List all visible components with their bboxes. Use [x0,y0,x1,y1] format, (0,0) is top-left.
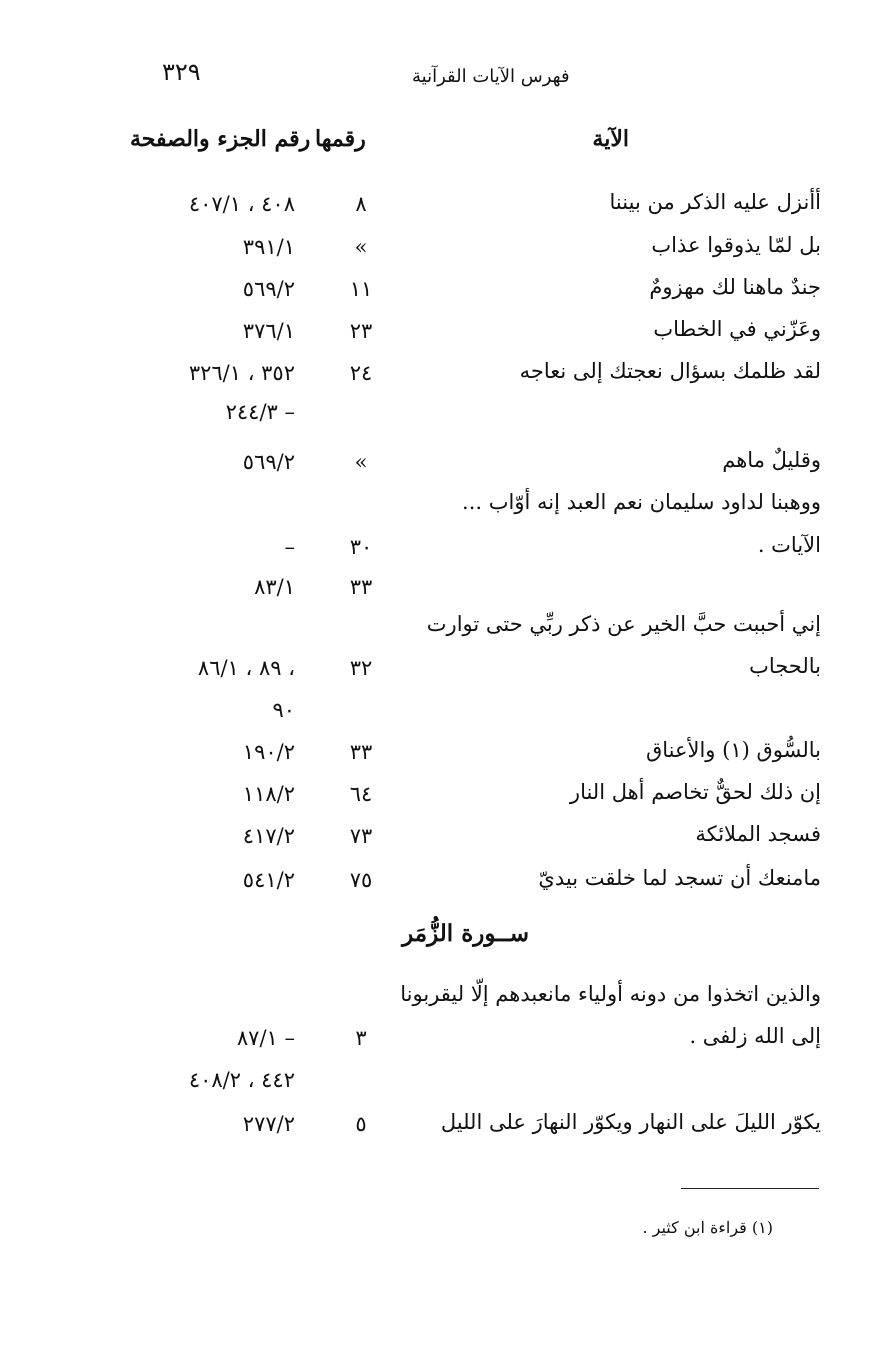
verse-number: ٢٤ [349,361,373,385]
volume-page-reference: ٥٤١/٢ [242,868,295,892]
volume-page-reference: ٤١٧/٢ [242,824,295,848]
table-row [0,738,885,774]
verse-text: والذين اتخذوا من دونه أولياء مانعبدهم إلّا ليقربونا [400,982,821,1006]
table-row [0,573,885,609]
column-header-reference: رقم الجزء والصفحة [130,126,311,152]
verse-number: ٥ [355,1112,367,1136]
table-row [0,822,885,858]
volume-page-reference: ٤٤٢ ، ٤٠٨/٢ [188,1068,295,1092]
table-row [0,780,885,816]
table-row [0,696,885,732]
volume-page-reference: ٣٥٢ ، ٣٢٦/١ [188,361,295,385]
table-row [0,233,885,269]
table-row [0,654,885,690]
volume-page-reference: – ٢٤٤/٣ [225,400,295,424]
volume-page-reference: ٩٠ [272,698,295,722]
table-row [0,1024,885,1060]
volume-page-reference: – [284,535,295,559]
verse-text: وقليلٌ ماهم [722,448,821,472]
verse-number: ٣٣ [349,575,373,599]
verse-text: بالحجاب [749,654,821,678]
verse-text: مامنعك أن تسجد لما خلقت بيديّ [538,866,821,890]
verse-number: ٣٣ [349,740,373,764]
surah-title: ســورة الزُّمَر [402,920,529,947]
verse-number: » [354,450,368,474]
verse-number: ٢٣ [349,319,373,343]
table-row [0,359,885,395]
volume-page-reference: ١٩٠/٢ [242,740,295,764]
volume-page-reference: ١١٨/٢ [242,782,295,806]
table-row [0,448,885,484]
verse-text: بالسُّوق (١) والأعناق [645,738,821,762]
verse-number: ١١ [349,277,373,301]
verse-number: ٣ [355,1026,367,1050]
volume-page-reference: ٨٣/١ [254,575,295,599]
volume-page-reference: ٢٧٧/٢ [242,1112,295,1136]
table-row [0,612,885,648]
verse-number: » [354,235,368,259]
table-row [0,982,885,1018]
running-title: فهرس الآيات القرآنية [412,66,570,87]
verse-text: لقد ظلمك بسؤال نعجتك إلى نعاجه [519,359,821,383]
table-row [0,490,885,526]
table-row [0,190,885,226]
verse-text: إني أحببت حبَّ الخير عن ذكر ربِّي حتى توارت [426,612,821,636]
volume-page-reference: ، ٨٩ ، ٨٦/١ [197,656,295,680]
table-row [0,317,885,353]
volume-page-reference: ٥٦٩/٢ [242,450,295,474]
verse-text: جندٌ ماهنا لك مهزومٌ [649,275,821,299]
verse-text: فسجد الملائكة [695,822,821,846]
footnote: (١) قراءة ابن كثير . [642,1218,773,1237]
page-number: ٣٢٩ [162,58,201,86]
verse-text: إلى الله زلفى . [689,1024,821,1048]
volume-page-reference: – ٨٧/١ [236,1026,295,1050]
verse-text: ووهبنا لداود سليمان نعم العبد إنه أوّاب ... [462,490,821,514]
volume-page-reference: ٤٠٨ ، ٤٠٧/١ [188,192,295,216]
table-row [0,533,885,569]
verse-number: ٦٤ [349,782,373,806]
verse-number: ٧٥ [349,868,373,892]
table-row [0,866,885,902]
verse-text: إن ذلك لحقٌّ تخاصم أهل النار [569,780,821,804]
verse-number: ٣٢ [349,656,373,680]
volume-page-reference: ٣٩١/١ [242,235,295,259]
column-header-number: رقمها [315,126,366,152]
verse-text: يكوّر الليلَ على النهار ويكوّر النهارَ على الليل [440,1110,821,1134]
volume-page-reference: ٣٧٦/١ [242,319,295,343]
verse-number: ٣٠ [349,535,373,559]
column-header-verse: الآية [592,126,629,152]
table-row [0,1110,885,1146]
verse-text: وعَزّني في الخطاب [653,317,821,341]
verse-text: أأنزل عليه الذكر من بيننا [609,190,821,214]
table-row [0,275,885,311]
verse-number: ٨ [355,192,367,216]
verse-text: الآيات . [757,533,821,557]
table-row [0,1066,885,1102]
footnote-separator [681,1188,819,1189]
verse-number: ٧٣ [349,824,373,848]
table-row [0,398,885,434]
verse-text: بل لمّا يذوقوا عذاب [651,233,821,257]
volume-page-reference: ٥٦٩/٢ [242,277,295,301]
